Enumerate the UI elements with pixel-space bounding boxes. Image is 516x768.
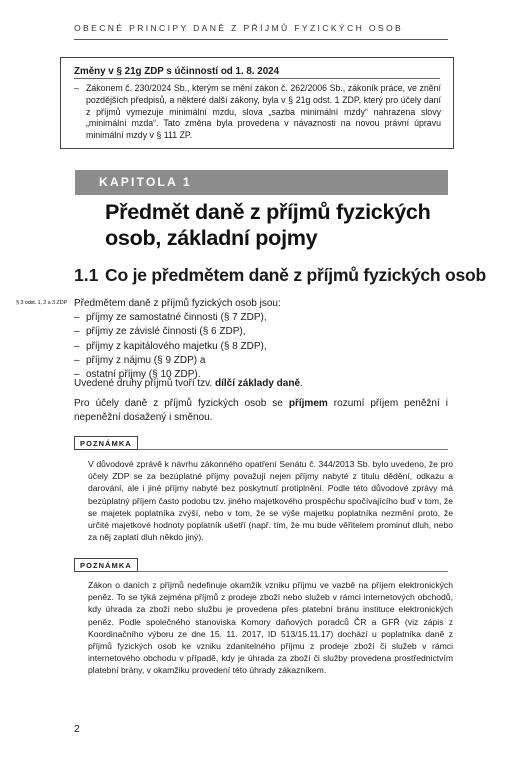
margin-reference: § 3 odst. 1, 2 a 3 ZDP <box>16 300 68 306</box>
income-definition-paragraph <box>74 397 448 426</box>
definition-text-end: rozumí příjem peněžní i nepeněžní dosažený i směnou. <box>74 398 448 424</box>
list-item <box>74 354 267 368</box>
chapter-title: Předmět daně z příjmů fyzických osob, základní pojmy <box>105 199 431 250</box>
page-number: 2 <box>74 723 80 735</box>
summary-text: Uvedené druhy příjmů tvoří tzv. <box>74 378 215 389</box>
list-dash: – <box>74 369 80 381</box>
list-dash: – <box>74 312 80 323</box>
list-dash: – <box>74 340 80 352</box>
note-label: POZNÁMKA <box>74 558 138 572</box>
changes-box-dash: – <box>74 83 79 93</box>
summary-end: . <box>300 378 303 389</box>
changes-box-title: Změny v § 21g ZDP s účinností od 1. 8. 2024 <box>74 66 280 77</box>
note-label: POZNÁMKA <box>74 436 138 450</box>
chapter-label: KAPITOLA 1 <box>99 175 192 189</box>
list-item-text: příjmy z kapitálového majetku (§ 8 ZDP), <box>86 340 267 352</box>
list-dash: – <box>74 326 80 338</box>
definition-emphasis: příjmem <box>288 398 328 409</box>
changes-box-divider <box>74 78 440 79</box>
section-title: Co je předmětem daně z příjmů fyzických osob <box>105 265 487 285</box>
list-item-text: příjmy z nájmu (§ 9 ZDP) a <box>86 354 206 366</box>
running-header: OBECNÉ PRINCIPY DANĚ Z PŘÍJMŮ FYZICKÝCH OSOB <box>74 23 404 33</box>
section-number: 1.1 <box>74 265 99 285</box>
note-text: V důvodové zprávě k návrhu zákonného opatření Senátu č. 344/2013 Sb. bylo uvedeno, že pro účely ZDP se za bezúplatné příjmy považují nejen příjmy nabyté z titulu dědění, odkazu a darování, ale i jiné příjmy nabyté bez poskytnutí protiplnění. Podle této důvodové zprávy má bezúplatný příjem často podobu tzv. jiného majetkového prospěchu spočívajícího buď v tom, že se majetek poplatníka zvýší, nebo v tom, že se výše majetku poplatníka nezmění proto, že určité majetkové hodnoty poplatník ušetří (např. tím, že mu bude věřitelem prominut dluh, nebo za něj zaplatí dluh někdo jiný). <box>88 459 453 543</box>
list-item <box>74 340 267 354</box>
list-item <box>74 311 267 325</box>
list-item-text: ostatní příjmy (§ 10 ZDP). <box>86 369 201 381</box>
note-text: Zákon o daních z příjmů nedefinuje okamžik vzniku příjmu ve vazbě na příjem elektronických peněz. To se týká zejména příjmů z prodeje zboží nebo služeb v rámci internetových obchodů, kdy úhrada za zboží nebo službu je provedena přes platební bránu instituce elektronických peněz. Podle společného stanoviska Komory daňových poradců ČR a GFŘ (viz zápis z Koordinačního výboru ze dne 15. 11. 2017, ID 513/15.11.17) dochází u poplatníka daně z příjmů fyzických osob ke vzniku zdanitelného příjmu z prodeje zboží či služeb v rámci internetového obchodu v případě, kdy je úhrada za zboží či služby provedena prostřednictvím platební brány, v okamžiku provedení této úhrady zákazníkem. <box>88 580 453 676</box>
summary-paragraph <box>74 377 303 391</box>
changes-box-text: Zákonem č. 230/2024 Sb., kterým se mění zákon č. 262/2006 Sb., zákoník práce, ve znění pozdějších předpisů, a některé další zákony, byla v § 21g odst. 1 ZDP, který pro účely daní z příjmů vymezuje minimální mzdu, slova „sazba minimální mzdy“ nahrazena slovy „minimální mzda“. Tato změna byla provedena v návaznosti na novou právní úpravu minimální mzdy v § 111 ZP. <box>86 83 441 141</box>
list-item-text: příjmy ze samostatné činnosti (§ 7 ZDP), <box>86 312 267 323</box>
income-types-list <box>74 311 267 382</box>
intro-paragraph: Předmětem daně z příjmů fyzických osob jsou: <box>74 298 281 309</box>
list-dash: – <box>74 354 80 366</box>
summary-emphasis: dílčí základy daně <box>214 378 301 389</box>
list-item-text: příjmy ze závislé činnosti (§ 6 ZDP), <box>86 326 246 338</box>
list-item <box>74 325 267 339</box>
header-rule <box>74 39 448 40</box>
definition-text: Pro účely daně z příjmů fyzických osob se <box>74 398 289 409</box>
